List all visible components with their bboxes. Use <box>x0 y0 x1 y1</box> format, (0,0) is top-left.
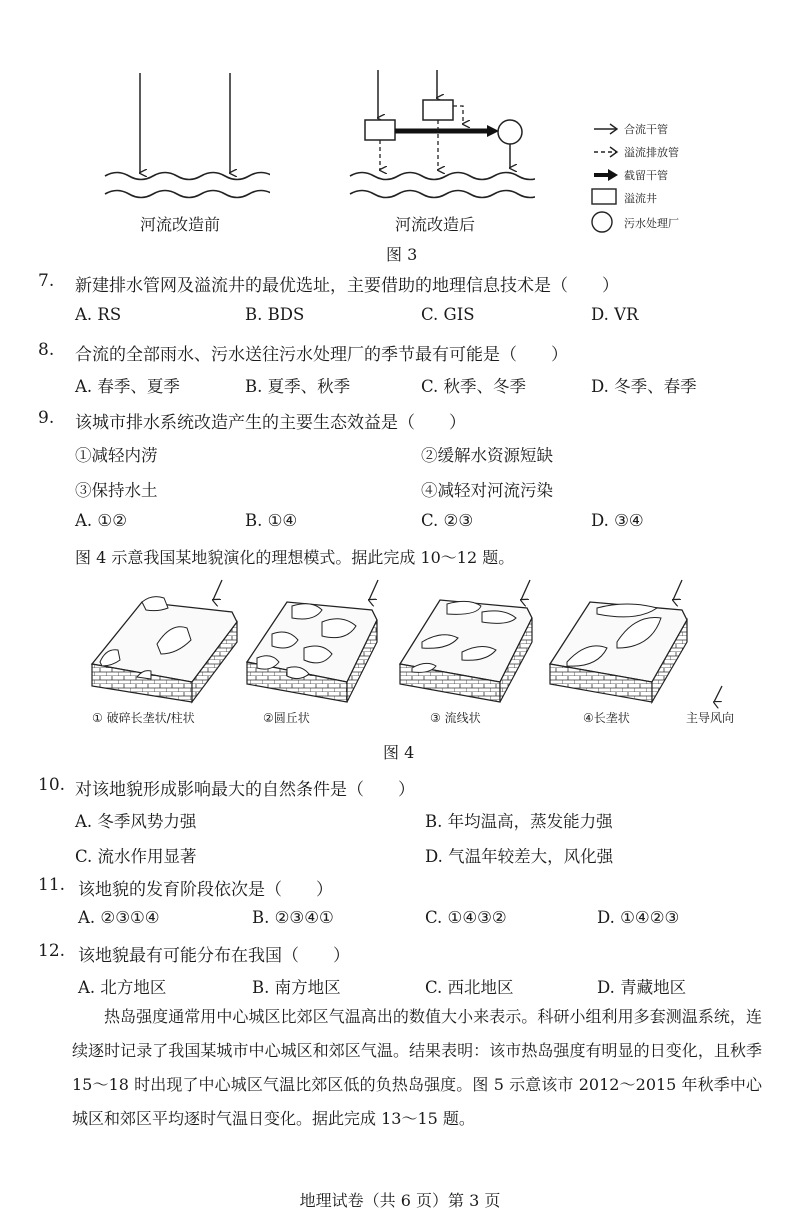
option-d[interactable]: D. VR <box>591 305 639 324</box>
question-number: 12. <box>38 941 66 961</box>
landform-block-3 <box>400 580 532 702</box>
option-b[interactable]: B. 年均温高，蒸发能力强 <box>425 812 613 831</box>
option-d[interactable]: D. 青藏地区 <box>597 978 687 997</box>
question-text: 对该地貌形成影响最大的自然条件是（ ） <box>75 780 415 800</box>
figure-4-diagram <box>82 572 782 712</box>
option-b[interactable]: B. ②③④① <box>252 908 334 927</box>
question-text: 该地貌最有可能分布在我国（ ） <box>78 946 350 966</box>
option-a[interactable]: A. 冬季风势力强 <box>75 812 197 831</box>
fig4-label-4: ④长垄状 <box>583 711 630 725</box>
figure-5-intro: 热岛强度通常用中心城区比郊区气温高出的数值大小来表示。科研小组利用多套测温系统，连续逐时记录了我国某城市中心城区和郊区气温。结果表明：该市热岛强度有明显的日变化，且秋季 15～18 时出现了中心城区气温比郊区低的负热岛强度。图 5 示意该市 2012～2015 年秋季中心城区和郊区平均逐时气温日变化。据此完成 13～15 题。 <box>72 1007 762 1128</box>
fig4-label-3: ③ 流线状 <box>430 711 481 725</box>
fig4-caption: 图 4 <box>383 743 415 762</box>
question-text: 该城市排水系统改造产生的主要生态效益是（ ） <box>75 413 466 433</box>
option-a[interactable]: A. ①② <box>75 511 127 530</box>
statement-2: ②缓解水资源短缺 <box>421 446 553 465</box>
figure-4-intro: 图 4 示意我国某地貌演化的理想模式。据此完成 10～12 题。 <box>75 548 515 567</box>
fig3-caption: 图 3 <box>386 245 418 264</box>
fig4-label-1: ① 破碎长垄状/柱状 <box>92 711 195 725</box>
circle-icon <box>590 210 616 236</box>
option-c[interactable]: C. GIS <box>421 305 475 324</box>
option-a[interactable]: A. 春季、夏季 <box>75 377 180 396</box>
figure-3-before-diagram <box>100 68 270 208</box>
page-footer: 地理试卷（共 6 页）第 3 页 <box>299 1191 501 1210</box>
landform-block-4 <box>550 580 687 702</box>
option-a[interactable]: A. 北方地区 <box>78 978 167 997</box>
option-d[interactable]: D. 冬季、春季 <box>591 377 697 396</box>
fig4-wind-label: 主导风向 <box>686 711 735 725</box>
option-d[interactable]: D. ①④②③ <box>597 908 680 927</box>
landform-block-1 <box>92 580 237 702</box>
legend-label-thick: 截留干管 <box>624 169 668 182</box>
fig3-after-label: 河流改造后 <box>395 215 476 234</box>
question-number: 9. <box>38 408 55 428</box>
option-c[interactable]: C. 秋季、冬季 <box>421 377 527 396</box>
option-a[interactable]: A. ②③①④ <box>78 908 160 927</box>
option-b[interactable]: B. BDS <box>245 305 305 324</box>
question-text: 该地貌的发育阶段依次是（ ） <box>78 880 333 900</box>
option-b[interactable]: B. ①④ <box>245 511 298 530</box>
statement-3: ③保持水土 <box>75 481 158 500</box>
fig3-before-label: 河流改造前 <box>140 215 221 234</box>
arrow-dashed-icon <box>592 146 620 158</box>
arrow-solid-icon <box>592 123 620 135</box>
figure-3-after-diagram <box>345 68 535 208</box>
question-text: 合流的全部雨水、污水送往污水处理厂的季节最有可能是（ ） <box>75 345 568 365</box>
option-c[interactable]: C. ①④③② <box>425 908 507 927</box>
fig4-label-2: ②圆丘状 <box>263 711 310 725</box>
legend-label-circle: 污水处理厂 <box>624 217 679 230</box>
question-number: 10. <box>38 775 66 795</box>
option-c[interactable]: C. 流水作用显著 <box>75 847 197 866</box>
legend-label-dashed: 溢流排放管 <box>624 146 679 159</box>
statement-4: ④减轻对河流污染 <box>421 481 553 500</box>
option-d[interactable]: D. 气温年较差大，风化强 <box>425 847 614 866</box>
legend-label-rect: 溢流井 <box>624 192 657 205</box>
wind-direction-icon <box>714 686 722 702</box>
option-d[interactable]: D. ③④ <box>591 511 644 530</box>
rectangle-icon <box>590 187 620 207</box>
option-c[interactable]: C. ②③ <box>421 511 474 530</box>
statement-1: ①减轻内涝 <box>75 446 158 465</box>
landform-block-2 <box>247 580 378 702</box>
question-text: 新建排水管网及溢流井的最优选址，主要借助的地理信息技术是（ ） <box>75 276 619 296</box>
option-b[interactable]: B. 夏季、秋季 <box>245 377 351 396</box>
legend-label-solid: 合流干管 <box>624 123 668 136</box>
option-c[interactable]: C. 西北地区 <box>425 978 514 997</box>
question-number: 11. <box>38 875 66 895</box>
option-a[interactable]: A. RS <box>75 305 122 324</box>
question-number: 7. <box>38 271 55 291</box>
arrow-thick-icon <box>592 168 620 182</box>
option-b[interactable]: B. 南方地区 <box>252 978 341 997</box>
question-number: 8. <box>38 340 55 360</box>
